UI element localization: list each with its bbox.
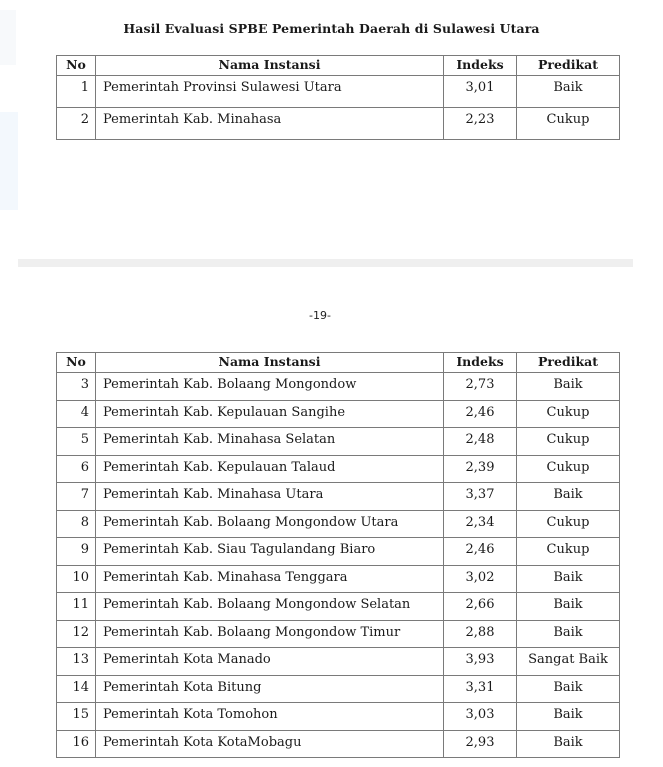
cell-indeks: 2,73 — [444, 373, 517, 401]
table-row — [57, 675, 620, 703]
cell-nama: Pemerintah Kab. Kepulauan Talaud — [96, 455, 444, 483]
table-row — [57, 76, 620, 108]
evaluation-table-part-1 — [56, 55, 620, 140]
table-row — [57, 620, 620, 648]
cell-no: 16 — [57, 730, 96, 758]
cell-indeks: 2,34 — [444, 510, 517, 538]
header-nama-instansi: Nama Instansi — [96, 56, 444, 76]
table-header-row — [57, 56, 620, 76]
cell-indeks: 3,03 — [444, 703, 517, 731]
cell-nama: Pemerintah Kab. Bolaang Mongondow — [96, 373, 444, 401]
cell-no: 6 — [57, 455, 96, 483]
cell-predikat: Cukup — [517, 538, 620, 566]
cell-no: 4 — [57, 400, 96, 428]
cell-nama: Pemerintah Kab. Minahasa Utara — [96, 483, 444, 511]
cell-predikat: Cukup — [517, 428, 620, 456]
table-row — [57, 483, 620, 511]
cell-predikat: Sangat Baik — [517, 648, 620, 676]
header-indeks: Indeks — [444, 56, 517, 76]
header-indeks: Indeks — [444, 353, 517, 373]
cell-nama: Pemerintah Kab. Minahasa Tenggara — [96, 565, 444, 593]
cell-nama: Pemerintah Kota Bitung — [96, 675, 444, 703]
table-row — [57, 703, 620, 731]
cell-no: 10 — [57, 565, 96, 593]
cell-nama: Pemerintah Kota KotaMobagu — [96, 730, 444, 758]
cell-predikat: Cukup — [517, 400, 620, 428]
cell-no: 3 — [57, 373, 96, 401]
cell-predikat: Baik — [517, 565, 620, 593]
cell-predikat: Baik — [517, 620, 620, 648]
cell-predikat: Baik — [517, 703, 620, 731]
cell-no: 7 — [57, 483, 96, 511]
cell-no: 12 — [57, 620, 96, 648]
cell-predikat: Baik — [517, 373, 620, 401]
cell-indeks: 2,23 — [444, 108, 517, 140]
page-break-divider — [18, 259, 633, 267]
cell-indeks: 2,48 — [444, 428, 517, 456]
cell-no: 15 — [57, 703, 96, 731]
cell-indeks: 3,02 — [444, 565, 517, 593]
cell-nama: Pemerintah Provinsi Sulawesi Utara — [96, 76, 444, 108]
table-row — [57, 593, 620, 621]
document-title: Hasil Evaluasi SPBE Pemerintah Daerah di Sulawesi Utara — [123, 21, 540, 36]
cell-predikat: Cukup — [517, 108, 620, 140]
table-row — [57, 565, 620, 593]
cell-predikat: Baik — [517, 730, 620, 758]
cell-predikat: Baik — [517, 675, 620, 703]
table-row — [57, 538, 620, 566]
cell-nama: Pemerintah Kab. Bolaang Mongondow Utara — [96, 510, 444, 538]
cell-nama: Pemerintah Kab. Minahasa Selatan — [96, 428, 444, 456]
table-row — [57, 730, 620, 758]
header-predikat: Predikat — [517, 56, 620, 76]
cell-nama: Pemerintah Kab. Siau Tagulandang Biaro — [96, 538, 444, 566]
evaluation-table-part-2 — [56, 352, 620, 758]
cell-no: 13 — [57, 648, 96, 676]
cell-indeks: 2,66 — [444, 593, 517, 621]
background-artifact — [0, 10, 16, 65]
cell-predikat: Baik — [517, 593, 620, 621]
cell-indeks: 2,46 — [444, 538, 517, 566]
table-header-row — [57, 353, 620, 373]
cell-no: 5 — [57, 428, 96, 456]
table-row — [57, 400, 620, 428]
cell-nama: Pemerintah Kab. Kepulauan Sangihe — [96, 400, 444, 428]
cell-no: 1 — [57, 76, 96, 108]
cell-indeks: 3,01 — [444, 76, 517, 108]
header-no: No — [57, 56, 96, 76]
cell-nama: Pemerintah Kab. Bolaang Mongondow Timur — [96, 620, 444, 648]
cell-predikat: Baik — [517, 76, 620, 108]
cell-indeks: 3,37 — [444, 483, 517, 511]
cell-no: 14 — [57, 675, 96, 703]
cell-indeks: 2,88 — [444, 620, 517, 648]
header-predikat: Predikat — [517, 353, 620, 373]
table-row — [57, 648, 620, 676]
cell-no: 11 — [57, 593, 96, 621]
cell-indeks: 2,46 — [444, 400, 517, 428]
cell-indeks: 2,39 — [444, 455, 517, 483]
header-no: No — [57, 353, 96, 373]
cell-no: 8 — [57, 510, 96, 538]
table-row — [57, 373, 620, 401]
cell-indeks: 3,93 — [444, 648, 517, 676]
cell-nama: Pemerintah Kota Manado — [96, 648, 444, 676]
cell-no: 2 — [57, 108, 96, 140]
table-row — [57, 510, 620, 538]
table-row — [57, 455, 620, 483]
page-number: -19- — [309, 309, 331, 322]
header-nama-instansi: Nama Instansi — [96, 353, 444, 373]
table-row — [57, 428, 620, 456]
background-artifact — [0, 112, 18, 210]
cell-nama: Pemerintah Kota Tomohon — [96, 703, 444, 731]
cell-predikat: Cukup — [517, 455, 620, 483]
cell-indeks: 3,31 — [444, 675, 517, 703]
cell-indeks: 2,93 — [444, 730, 517, 758]
cell-nama: Pemerintah Kab. Minahasa — [96, 108, 444, 140]
cell-nama: Pemerintah Kab. Bolaang Mongondow Selatan — [96, 593, 444, 621]
cell-predikat: Cukup — [517, 510, 620, 538]
table-row — [57, 108, 620, 140]
cell-predikat: Baik — [517, 483, 620, 511]
cell-no: 9 — [57, 538, 96, 566]
